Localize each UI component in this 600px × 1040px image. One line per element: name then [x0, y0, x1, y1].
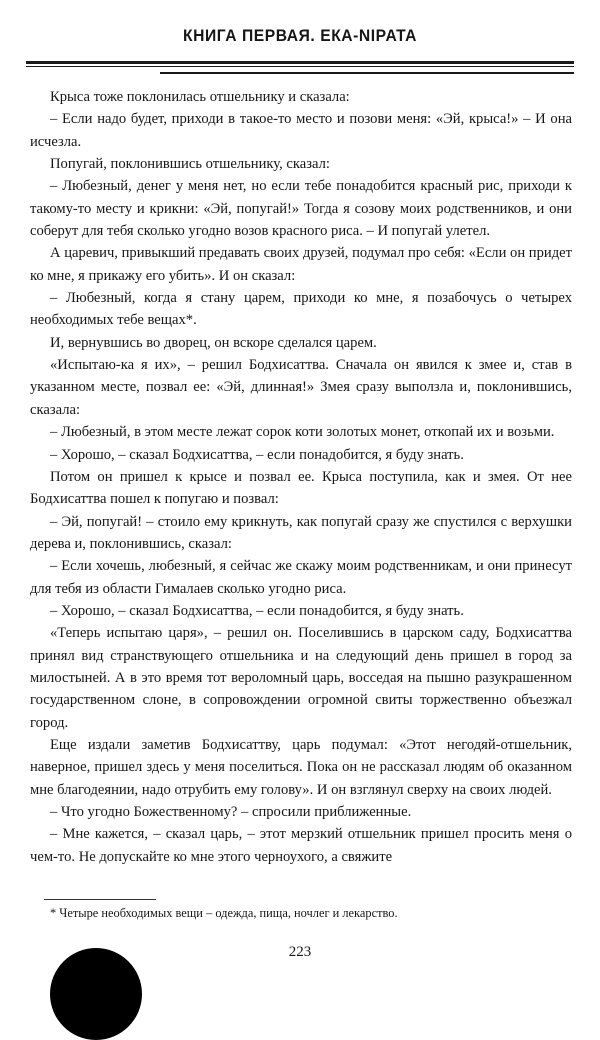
paragraph: Крыса тоже поклонилась отшельнику и сказала:	[50, 89, 350, 105]
paragraph: – Если хочешь, любезный, я сейчас же скажу моим родственникам, и они принесут для тебя из области Гималаев сколько угодно риса.	[30, 558, 572, 597]
paragraph: А царевич, привыкший предавать своих друзей, подумал про себя: «Если он придет ко мне, я прикажу его убить». И он сказал:	[30, 245, 572, 284]
header-rule-thick	[26, 61, 574, 64]
paragraph: Попугай, поклонившись отшельнику, сказал:	[50, 156, 330, 173]
scan-corner-shadow	[50, 948, 142, 1040]
paragraph: – Хорошо, – сказал Бодхисаттва, – если понадобится, я буду знать.	[50, 446, 464, 463]
paragraph: Потом он пришел к крысе и позвал ее. Крыса поступила, как и змея. От нее Бодхисаттва пошел к попугаю и позвал:	[30, 468, 572, 508]
paragraph: – Мне кажется, – сказал царь, – этот мерзкий отшельник пришел просить меня о чем-то. Не допускайте ко мне этого черноухого, а свяжите	[30, 826, 572, 865]
header-rule-short	[160, 72, 574, 74]
page-number: 223	[288, 944, 312, 960]
body-text	[30, 86, 572, 868]
paragraph: – Любезный, когда я стану царем, приходи ко мне, я позабочусь о четырех необходимых тебе вещах*.	[30, 290, 572, 329]
running-header: КНИГА ПЕРВАЯ. ЕКА-NIPATA	[183, 26, 417, 45]
paragraph: «Испытаю-ка я их», – решил Бодхисаттва. Сначала он явился к змее и, став в указанном месте, позвал ее: «Эй, длинная!» Змея сразу выползла и, поклонившись, сказала:	[30, 357, 572, 418]
paragraph: – Любезный, в этом месте лежат сорок коти золотых монет, откопай их и возьми.	[50, 424, 555, 441]
paragraph: – Любезный, денег у меня нет, но если тебе понадобится красный рис, приходи к такому-то месту и крикни: «Эй, попугай!» Тогда я созову моих родственников, и они соберут для тебя сколько угодно возов красного риса. – И попугай улетел.	[30, 178, 572, 240]
paragraph: – Эй, попугай! – стоило ему крикнуть, как попугай сразу же спустился с верхушки дерева и, поклонившись, сказал:	[30, 513, 572, 552]
footnote: * Четыре необходимых вещи – одежда, пища, ночлег и лекарство.	[50, 906, 398, 920]
footnote-rule	[44, 899, 156, 900]
header-rule-thin	[26, 66, 574, 67]
paragraph: – Если надо будет, приходи в такое-то место и позови меня: «Эй, крыса!» – И она исчезла.	[30, 111, 572, 150]
paragraph: Еще издали заметив Бодхисаттву, царь подумал: «Этот негодяй-отшельник, наверное, пришел здесь у меня поселиться. Пока он не рассказал людям об оказанном мне благодеянии, надо отрубить ему голову». И он взглянул сверху на своих людей.	[30, 736, 572, 798]
paragraph: И, вернувшись во дворец, он вскоре сделался царем.	[50, 334, 377, 351]
paragraph: – Хорошо, – сказал Бодхисаттва, – если понадобится, я буду знать.	[50, 602, 464, 619]
paragraph: – Что угодно Божественному? – спросили приближенные.	[50, 804, 412, 820]
paragraph: «Теперь испытаю царя», – решил он. Поселившись в царском саду, Бодхисаттва принял вид странствующего отшельника и на следующий день пришел в город за милостыней. А в это время тот вероломный царь, восседая на пышно разукрашенном государственном слоне, в сопровождении огромной свиты торжественно объезжал город.	[30, 625, 572, 731]
